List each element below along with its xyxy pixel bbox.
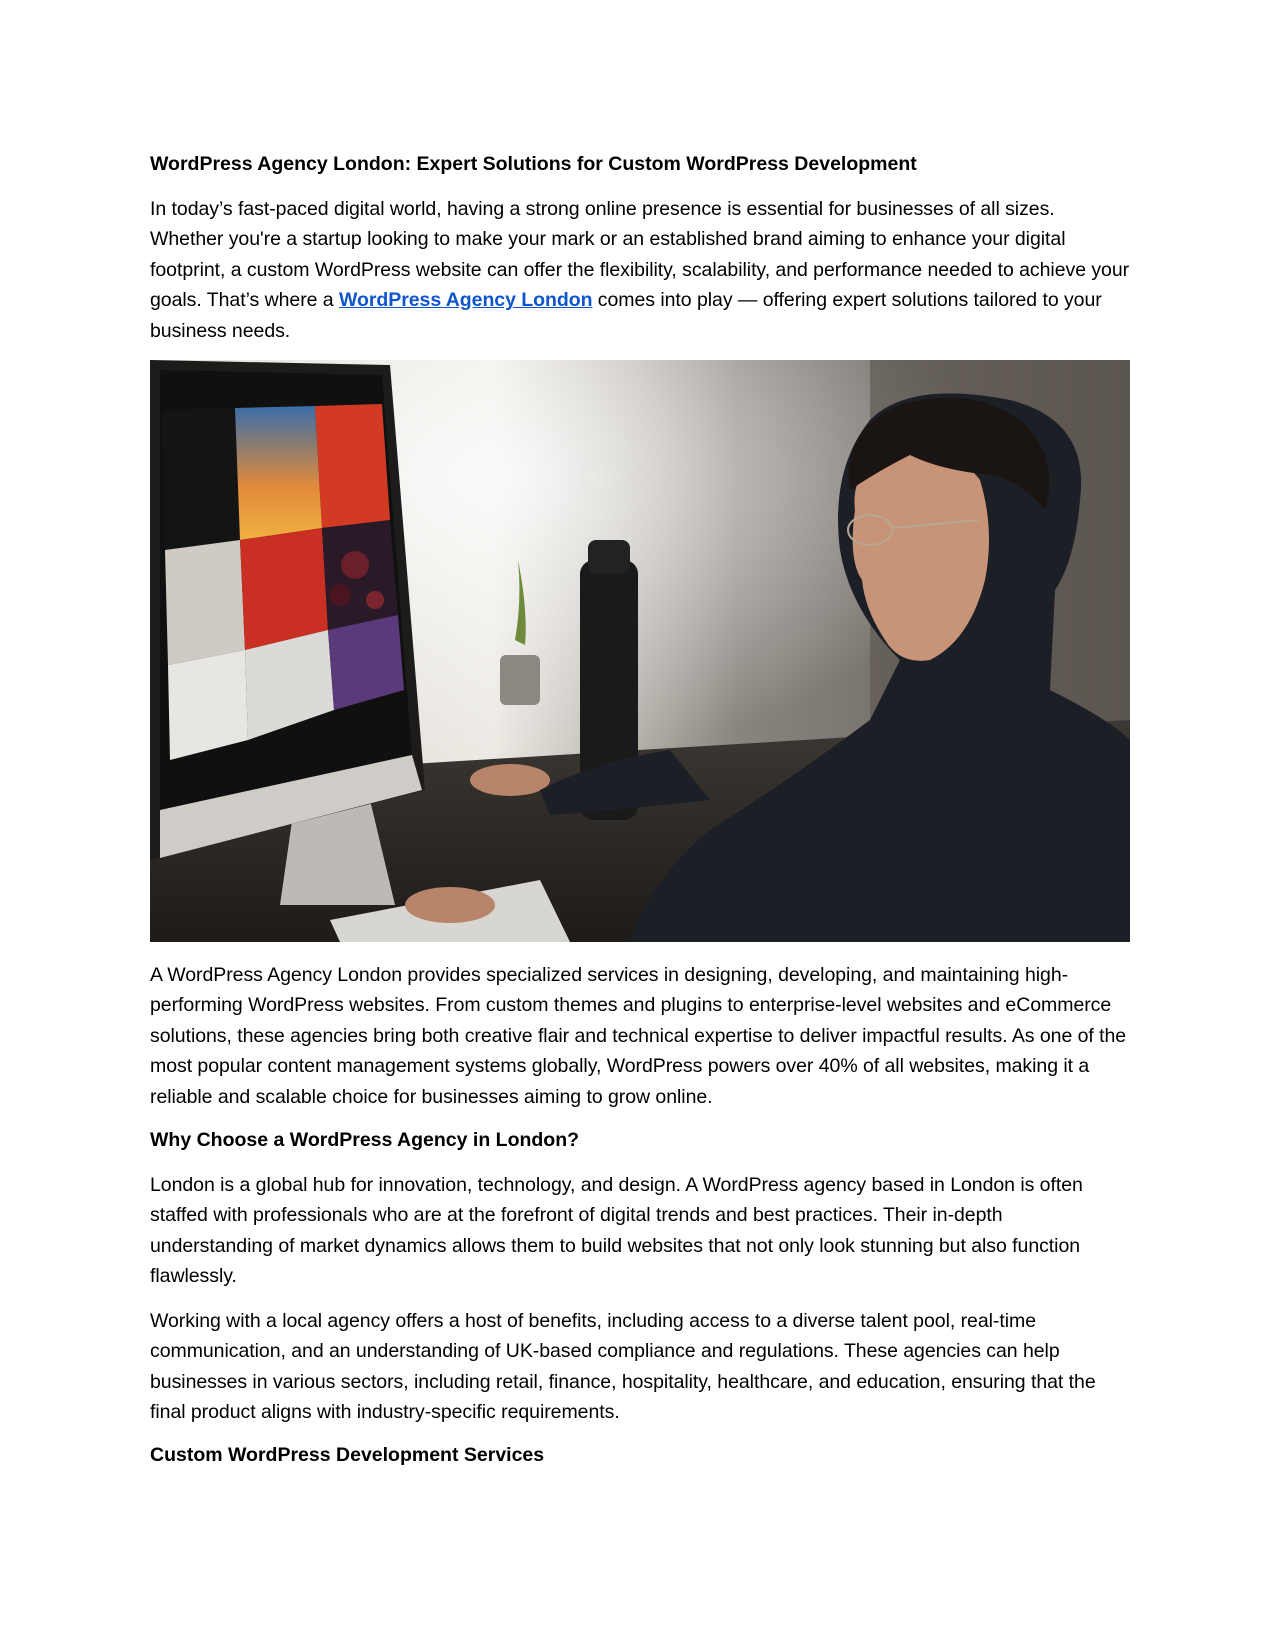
paragraph-3: London is a global hub for innovation, technology, and design. A WordPress agency based in London is often staffed with professionals who are at the forefront of digital trends and best practices. Their in-depth understanding of market dynamics allows them to build websites that not only look stunning but also function flawlessly. xyxy=(150,1174,1083,1288)
intro-text-after-link: comes into play — offering expert solutions tailored to your business needs. xyxy=(150,289,1102,342)
article-body xyxy=(150,150,1130,1485)
section-heading-custom-development: Custom WordPress Development Services xyxy=(150,1444,545,1467)
intro-paragraph xyxy=(150,194,1130,346)
article-photo xyxy=(150,360,1130,942)
section-heading-why-choose: Why Choose a WordPress Agency in London? xyxy=(150,1129,580,1152)
intro-text-before-link: In today’s fast-paced digital world, having a strong online presence is essential for businesses of all sizes. Whether you're a startup looking to make your mark or an established brand aiming to enhance your digital footprint, a custom WordPress website can offer the flexibility, scalability, and performance needed to achieve your goals. That’s where a xyxy=(150,198,1130,312)
paragraph-2: A WordPress Agency London provides specialized services in designing, developing, and maintaining high-performing WordPress websites. From custom themes and plugins to enterprise-level websites and eCommerce solutions, these agencies bring both creative flair and technical expertise to deliver impactful results. As one of the most popular content management systems globally, WordPress powers over 40% of all websites, making it a reliable and scalable choice for businesses aiming to grow online. xyxy=(150,964,1127,1108)
paragraph-4: Working with a local agency offers a host of benefits, including access to a diverse talent pool, real-time communication, and an understanding of UK-based compliance and regulations. These agencies can help businesses in various sectors, including retail, finance, hospitality, healthcare, and education, ensuring that the final product aligns with industry-specific requirements. xyxy=(150,1309,1096,1423)
article-title: WordPress Agency London: Expert Solutions for Custom WordPress Development xyxy=(150,153,917,175)
wordpress-agency-london-link[interactable]: WordPress Agency London xyxy=(338,289,593,312)
